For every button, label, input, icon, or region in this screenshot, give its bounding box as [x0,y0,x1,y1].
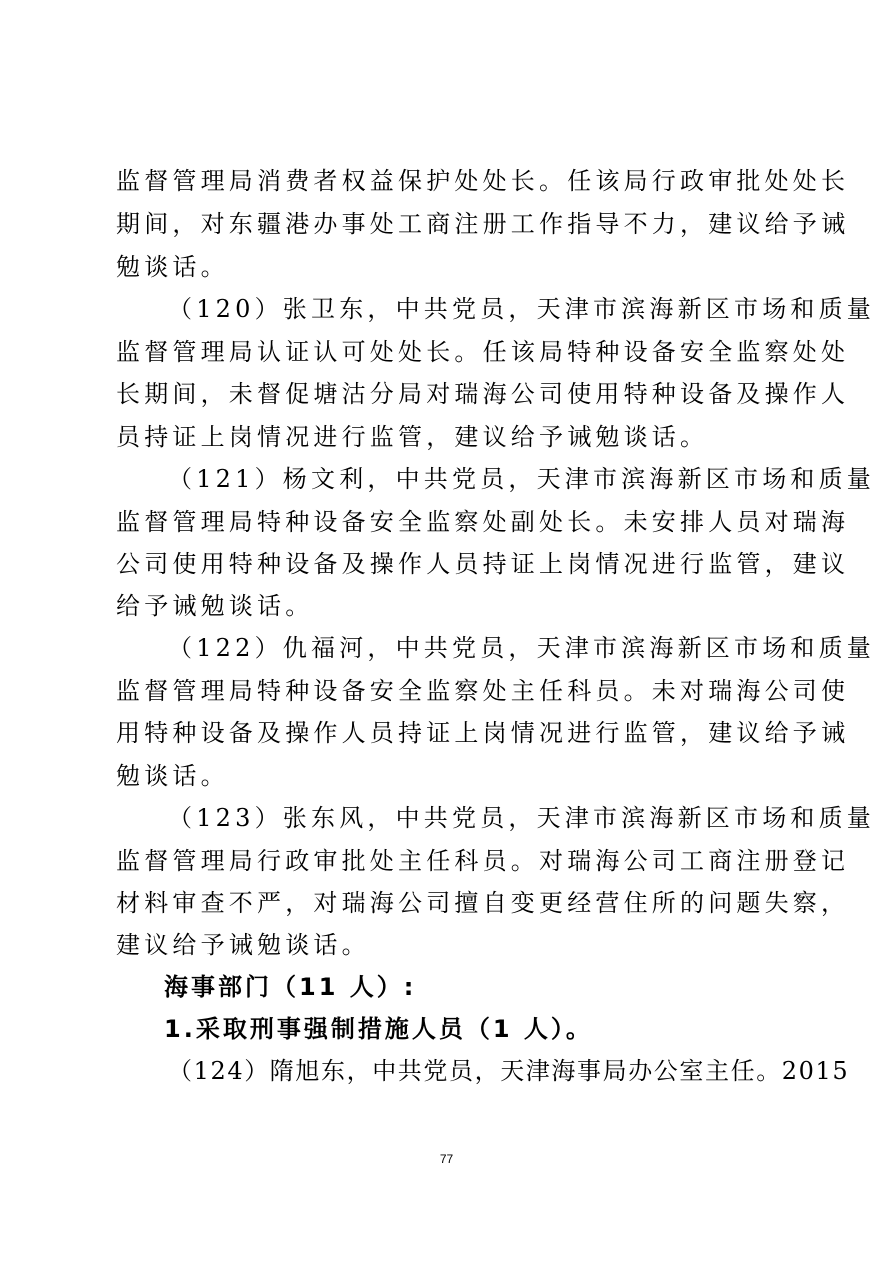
text-line: 监督管理局特种设备安全监察处副处长。未安排人员对瑞海 [116,508,850,536]
text-line: （120）张卫东，中共党员，天津市滨海新区市场和质量 [168,295,876,323]
page-number: 77 [439,1152,454,1166]
text-line: （121）杨文利，中共党员，天津市滨海新区市场和质量 [168,465,876,493]
text-line: 公司使用特种设备及操作人员持证上岗情况进行监管，建议 [116,550,850,578]
text-line: 监督管理局行政审批处主任科员。对瑞海公司工商注册登记 [116,847,850,875]
text-line: （124）隋旭东，中共党员，天津海事局办公室主任。2015 [168,1057,850,1085]
text-line: 勉谈话。 [116,253,229,281]
text-line: 长期间，未督促塘沽分局对瑞海公司使用特种设备及操作人 [116,380,850,408]
text-line: 建议给予诫勉谈话。 [116,931,370,959]
text-line: 材料审查不严，对瑞海公司擅自变更经营住所的问题失察， [116,889,850,917]
text-line: （122）仇福河，中共党员，天津市滨海新区市场和质量 [168,634,876,662]
subsection-heading: 1.采取刑事强制措施人员（1 人）。 [164,1015,593,1043]
text-line: （123）张东风，中共党员，天津市滨海新区市场和质量 [168,804,876,832]
text-line: 监督管理局消费者权益保护处处长。任该局行政审批处处长 [116,167,850,195]
text-line: 员持证上岗情况进行监管，建议给予诫勉谈话。 [116,423,709,451]
text-line: 用特种设备及操作人员持证上岗情况进行监管，建议给予诫 [116,719,850,747]
text-line: 期间，对东疆港办事处工商注册工作指导不力，建议给予诫 [116,210,850,238]
text-line: 监督管理局认证认可处处长。任该局特种设备安全监察处处 [116,338,850,366]
text-line: 给予诫勉谈话。 [116,592,314,620]
text-line: 监督管理局特种设备安全监察处主任科员。未对瑞海公司使 [116,677,850,705]
text-line: 勉谈话。 [116,762,229,790]
section-heading: 海事部门（11 人）: [164,973,417,1001]
